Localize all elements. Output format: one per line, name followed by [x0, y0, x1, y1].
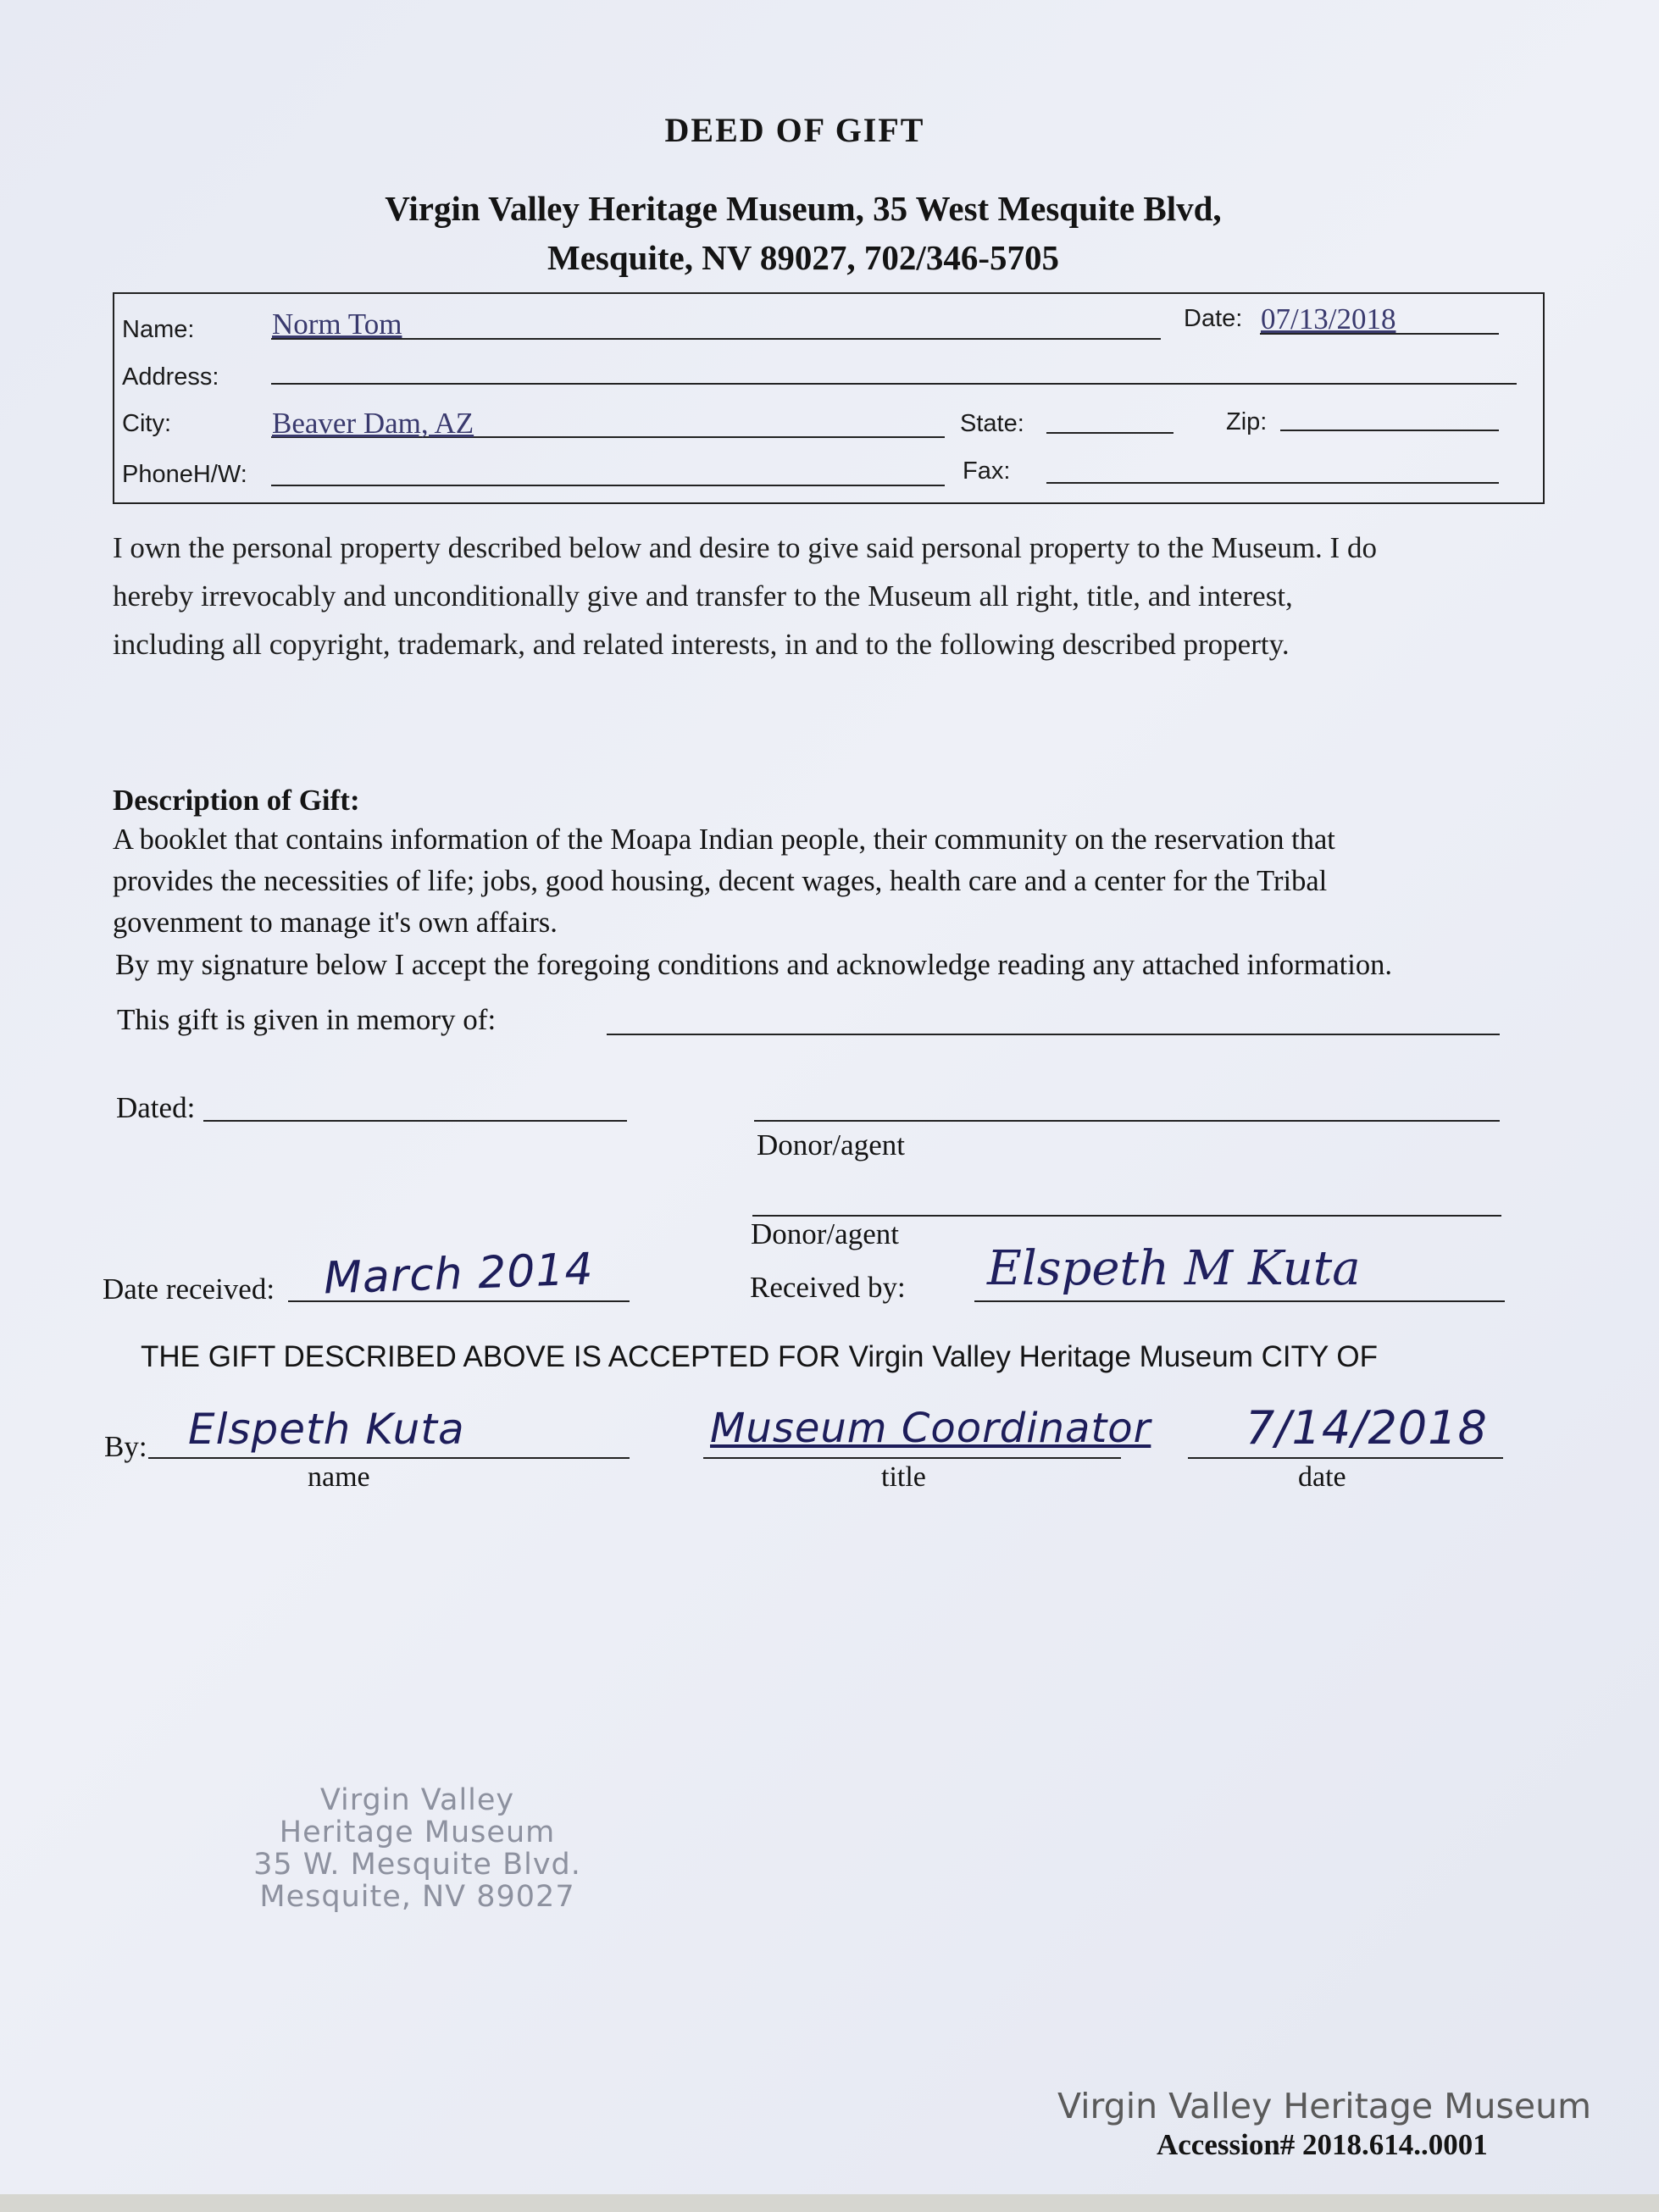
- museum-address-line-1: Virgin Valley Heritage Museum, 35 West Mesquite Blvd,: [385, 189, 1222, 228]
- transfer-line: hereby irrevocably and unconditionally give and transfer to the Museum all right, title, and interest,: [113, 579, 1293, 613]
- date-field[interactable]: 07/13/2018: [1261, 302, 1396, 335]
- museum-stamp: [220, 1784, 614, 1913]
- transfer-line: I own the personal property described below and desire to give said personal property to the Museum. I do: [113, 531, 1377, 564]
- accept-date-field[interactable]: 7/14/2018: [1246, 1401, 1488, 1455]
- description-line: A booklet that contains information of the Moapa Indian people, their community on the reservation that: [113, 823, 1335, 856]
- title-caption: title: [881, 1461, 926, 1493]
- stamp-line: Virgin Valley: [319, 1783, 515, 1817]
- transfer-paragraph: [113, 524, 1377, 668]
- description-heading: Description of Gift:: [113, 784, 360, 817]
- state-field[interactable]: [1046, 432, 1174, 434]
- date-caption: date: [1298, 1461, 1346, 1493]
- address-label: Address:: [122, 363, 219, 391]
- museum-address-line-2: Mesquite, NV 89027, 702/346-5705: [547, 238, 1059, 277]
- received-by-line: [974, 1300, 1505, 1302]
- zip-label: Zip:: [1226, 408, 1268, 435]
- zip-field[interactable]: [1280, 430, 1499, 431]
- description-line: govenment to manage it's own affairs.: [113, 906, 558, 939]
- stamp-line: Heritage Museum: [279, 1816, 556, 1849]
- title-line: [703, 1457, 1121, 1459]
- phone-field[interactable]: [271, 485, 945, 486]
- by-name-line: [148, 1457, 630, 1459]
- accepted-statement: THE GIFT DESCRIBED ABOVE IS ACCEPTED FOR Virgin Valley Heritage Museum CITY OF: [141, 1340, 1379, 1373]
- by-name-signature[interactable]: Elspeth Kuta: [188, 1405, 465, 1454]
- date-received-label: Date received:: [103, 1272, 275, 1306]
- city-label: City:: [122, 410, 171, 437]
- state-label: State:: [960, 410, 1024, 437]
- date-label: Date:: [1184, 305, 1243, 332]
- dated-label: Dated:: [116, 1091, 196, 1124]
- date-received-field[interactable]: March 2014: [323, 1244, 595, 1305]
- transfer-line: including all copyright, trademark, and related interests, in and to the following described property.: [113, 628, 1290, 661]
- signature-statement: By my signature below I accept the foregoing conditions and acknowledge reading any attached information.: [115, 949, 1392, 981]
- donor-info-box: [113, 292, 1545, 504]
- stamp-line: 35 W. Mesquite Blvd.: [253, 1848, 581, 1882]
- dated-field[interactable]: [203, 1120, 627, 1122]
- fax-field[interactable]: [1046, 482, 1499, 484]
- memory-label: This gift is given in memory of:: [117, 1003, 497, 1036]
- donor-agent-caption-1: Donor/agent: [757, 1128, 905, 1161]
- description-line: provides the necessities of life; jobs, good housing, decent wages, health care and a center for the Tribal: [113, 865, 1328, 897]
- stamp-line: Mesquite, NV 89027: [259, 1880, 575, 1914]
- description-text: [113, 819, 1335, 944]
- memory-field[interactable]: [607, 1034, 1500, 1035]
- accession-number: Accession# 2018.614..0001: [1157, 2128, 1488, 2161]
- name-field[interactable]: Norm Tom: [272, 308, 402, 341]
- donor-signature-line-2[interactable]: [752, 1215, 1501, 1217]
- city-field[interactable]: Beaver Dam, AZ: [272, 407, 474, 440]
- document-title: DEED OF GIFT: [664, 111, 925, 149]
- fax-label: Fax:: [963, 457, 1011, 485]
- title-field[interactable]: Museum Coordinator: [710, 1405, 1151, 1452]
- accept-date-line: [1188, 1457, 1503, 1459]
- received-by-label: Received by:: [750, 1271, 906, 1304]
- by-label: By:: [104, 1430, 147, 1463]
- address-field[interactable]: [271, 383, 1517, 385]
- name-caption: name: [308, 1461, 370, 1493]
- received-by-signature[interactable]: Elspeth M Kuta: [987, 1241, 1361, 1296]
- donor-agent-caption-2: Donor/agent: [751, 1217, 899, 1250]
- donor-signature-line-1[interactable]: [754, 1120, 1500, 1122]
- name-label: Name:: [122, 316, 195, 343]
- phone-label: PhoneH/W:: [122, 461, 247, 488]
- page-bottom-edge: [0, 2194, 1659, 2212]
- museum-watermark: Virgin Valley Heritage Museum: [1057, 2086, 1592, 2126]
- name-line: [271, 338, 1161, 340]
